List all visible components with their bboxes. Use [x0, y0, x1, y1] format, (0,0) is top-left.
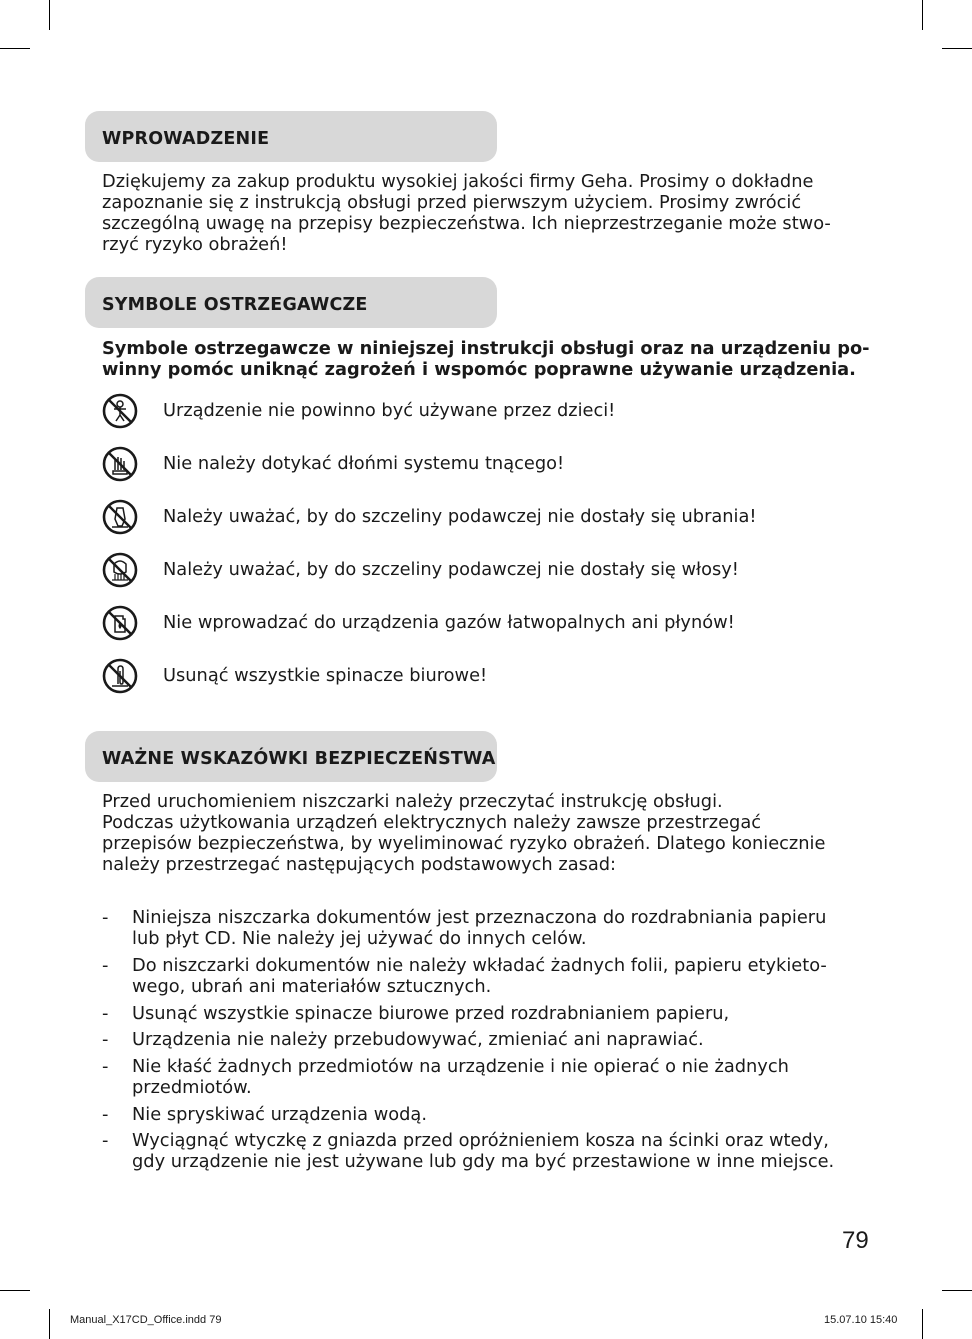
rule-text: [132, 1056, 789, 1098]
symbol-row: [102, 658, 862, 698]
safety-intro-line: należy przestrzegać następujących podstawowych zasad:: [102, 854, 617, 875]
crop-mark-bottom-right-v: [922, 1309, 923, 1339]
symbol-row: [102, 552, 862, 592]
no-clothing-icon: [102, 499, 138, 535]
crop-mark-top-left-h: [0, 48, 30, 49]
rule-line: gdy urządzenie nie jest używane lub gdy ma być przestawione w inne miejsce.: [132, 1151, 835, 1172]
no-paperclips-icon: [102, 658, 138, 694]
intro-line: rzyć ryzyko obrażeń!: [102, 234, 288, 255]
symbol-row: [102, 605, 862, 645]
rule-bullet: -: [102, 1003, 109, 1024]
rule-line: przedmiotów.: [132, 1077, 252, 1098]
crop-mark-bottom-left-h: [0, 1290, 30, 1291]
crop-mark-bottom-right-h: [942, 1290, 972, 1291]
safety-intro-line: Podczas użytkowania urządzeń elektrycznych należy zawsze przestrzegać: [102, 812, 761, 833]
rule-line: Do niszczarki dokumentów nie należy wkładać żadnych folii, papieru etykieto-: [132, 955, 827, 976]
rule-line: lub płyt CD. Nie należy jej używać do innych celów.: [132, 928, 587, 949]
safety-intro-paragraph: [102, 791, 862, 875]
rule-bullet: -: [102, 955, 109, 976]
symbols-lead-line: Symbole ostrzegawcze w niniejszej instrukcji obsługi oraz na urządzeniu po-: [102, 338, 870, 359]
page-number: 79: [842, 1227, 869, 1254]
rule-line: Wyciągnąć wtyczkę z gniazda przed opróżnieniem kosza na ścinki oraz wtedy,: [132, 1130, 829, 1151]
safety-intro-line: przepisów bezpieczeństwa, by wyeliminować ryzyko obrażeń. Dlatego koniecznie: [102, 833, 826, 854]
no-hair-icon: [102, 552, 138, 588]
rule-text: [132, 955, 827, 997]
rule-bullet: -: [102, 1130, 109, 1151]
safety-intro-line: Przed uruchomieniem niszczarki należy przeczytać instrukcję obsługi.: [102, 791, 723, 812]
rule-bullet: -: [102, 907, 109, 928]
symbol-text: Należy uważać, by do szczeliny podawczej nie dostały się włosy!: [163, 559, 739, 580]
symbol-text: Usunąć wszystkie spinacze biurowe!: [163, 665, 488, 686]
crop-mark-top-right-v: [922, 0, 923, 30]
crop-mark-bottom-left-v: [49, 1309, 50, 1339]
section-heading-safety: WAŻNE WSKAZÓWKI BEZPIECZEŃSTWA: [85, 731, 497, 782]
symbols-lead-line: winny pomóc uniknąć zagrożeń i wspomóc poprawne używanie urządzenia.: [102, 359, 856, 380]
rule-text: [132, 1104, 427, 1125]
symbols-lead-paragraph: [102, 338, 870, 380]
intro-line: szczególną uwagę na przepisy bezpieczeństwa. Ich nieprzestrzeganie może stwo-: [102, 213, 831, 234]
rule-text: [132, 907, 826, 949]
no-children-icon: [102, 393, 138, 429]
symbol-text: Należy uważać, by do szczeliny podawczej nie dostały się ubrania!: [163, 506, 757, 527]
rule-line: Nie spryskiwać urządzenia wodą.: [132, 1104, 427, 1125]
rule-line: Usunąć wszystkie spinacze biurowe przed rozdrabnianiem papieru,: [132, 1003, 730, 1024]
rule-text: [132, 1130, 834, 1172]
footer-filename: Manual_X17CD_Office.indd 79: [70, 1314, 222, 1326]
footer-date: 15.07.10 15:40: [824, 1314, 898, 1326]
symbol-text: Nie należy dotykać dłońmi systemu tnącego!: [163, 453, 565, 474]
section-heading-symbols: SYMBOLE OSTRZEGAWCZE: [85, 277, 497, 328]
rule-line: Niniejsza niszczarka dokumentów jest przeznaczona do rozdrabniania papieru: [132, 907, 827, 928]
rule-line: Nie kłaść żadnych przedmiotów na urządzenie i nie opierać o nie żadnych: [132, 1056, 789, 1077]
rule-line: wego, ubrań ani materiałów sztucznych.: [132, 976, 492, 997]
intro-paragraph: [102, 171, 862, 255]
symbol-text: Urządzenie nie powinno być używane przez dzieci!: [163, 400, 616, 421]
symbol-text: Nie wprowadzać do urządzenia gazów łatwopalnych ani płynów!: [163, 612, 735, 633]
crop-mark-top-left-v: [49, 0, 50, 30]
rule-bullet: -: [102, 1104, 109, 1125]
rule-text: [132, 1029, 704, 1050]
symbol-row: [102, 446, 862, 486]
rule-bullet: -: [102, 1056, 109, 1077]
crop-mark-top-right-h: [942, 48, 972, 49]
symbol-row: [102, 393, 862, 433]
no-flammables-icon: [102, 605, 138, 641]
rule-text: [132, 1003, 729, 1024]
intro-line: Dziękujemy za zakup produktu wysokiej jakości firmy Geha. Prosimy o dokładne: [102, 171, 814, 192]
symbol-row: [102, 499, 862, 539]
intro-line: zapoznanie się z instrukcją obsługi przed pierwszym użyciem. Prosimy zwrócić: [102, 192, 802, 213]
no-hands-icon: [102, 446, 138, 482]
rule-bullet: -: [102, 1029, 109, 1050]
rule-line: Urządzenia nie należy przebudowywać, zmieniać ani naprawiać.: [132, 1029, 704, 1050]
section-heading-intro: WPROWADZENIE: [85, 111, 497, 162]
